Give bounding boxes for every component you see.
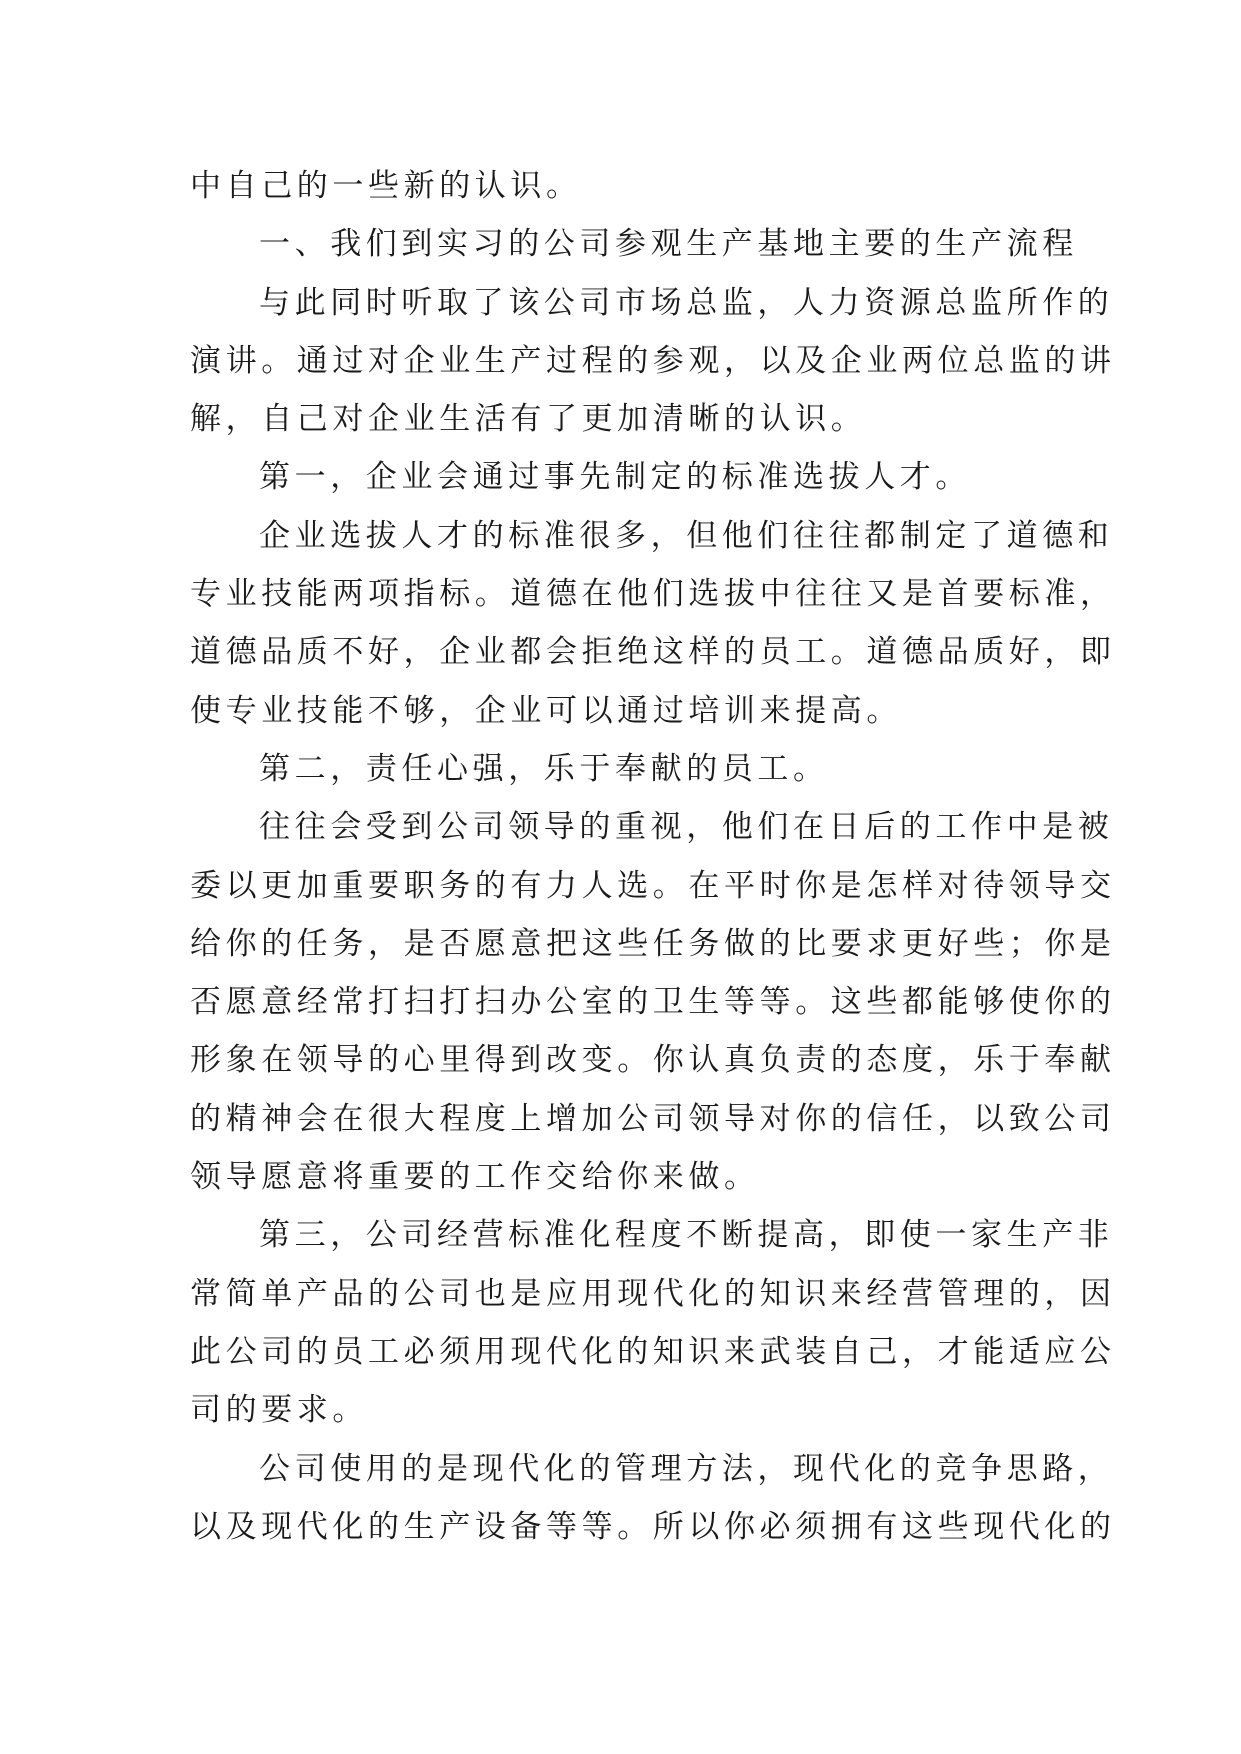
text-line: 否愿意经常打扫打扫办公室的卫生等等。这些都能够使你的 (190, 984, 1116, 1021)
text-line: 司的要求。 (190, 1392, 368, 1429)
paragraph-start-line: 往往会受到公司领导的重视，他们在日后的工作中是被 (259, 809, 1114, 846)
paragraph-start-line: 与此同时听取了该公司市场总监，人力资源总监所作的 (259, 284, 1114, 321)
text-line: 委以更加重要职务的有力人选。在平时你是怎样对待领导交 (190, 867, 1116, 904)
point-three-heading: 第三，公司经营标准化程度不断提高，即使一家生产非 (259, 1217, 1114, 1254)
text-line: 此公司的员工必须用现代化的知识来武装自己，才能适应公 (190, 1333, 1116, 1370)
text-line: 使专业技能不够，企业可以通过培训来提高。 (190, 692, 902, 729)
paragraph-start-line: 企业选拔人才的标准很多，但他们往往都制定了道德和 (259, 517, 1114, 554)
heading-line: 一、我们到实习的公司参观生产基地主要的生产流程 (259, 226, 1078, 263)
paragraph-start-line: 公司使用的是现代化的管理方法，现代化的竞争思路， (259, 1450, 1114, 1487)
text-line: 道德品质不好，企业都会拒绝这样的员工。道德品质好，即 (190, 634, 1116, 671)
text-line: 解，自己对企业生活有了更加清晰的认识。 (190, 401, 867, 438)
text-line: 专业技能两项指标。道德在他们选拔中往往又是首要标准， (190, 576, 1116, 613)
point-two-heading: 第二，责任心强，乐于奉献的员工。 (259, 750, 829, 787)
text-line: 的精神会在很大程度上增加公司领导对你的信任，以致公司 (190, 1100, 1116, 1137)
point-one-heading: 第一，企业会通过事先制定的标准选拔人才。 (259, 459, 971, 496)
text-line: 给你的任务，是否愿意把这些任务做的比要求更好些；你是 (190, 925, 1116, 962)
text-line: 形象在领导的心里得到改变。你认真负责的态度，乐于奉献 (190, 1042, 1116, 1079)
text-line: 以及现代化的生产设备等等。所以你必须拥有这些现代化的 (190, 1508, 1116, 1545)
document-body (190, 157, 1116, 1556)
text-line: 领导愿意将重要的工作交给你来做。 (190, 1159, 760, 1196)
text-line: 演讲。通过对企业生产过程的参观，以及企业两位总监的讲 (190, 342, 1116, 379)
text-line: 中自己的一些新的认识。 (190, 168, 582, 204)
text-line: 常简单产品的公司也是应用现代化的知识来经营管理的，因 (190, 1275, 1116, 1312)
